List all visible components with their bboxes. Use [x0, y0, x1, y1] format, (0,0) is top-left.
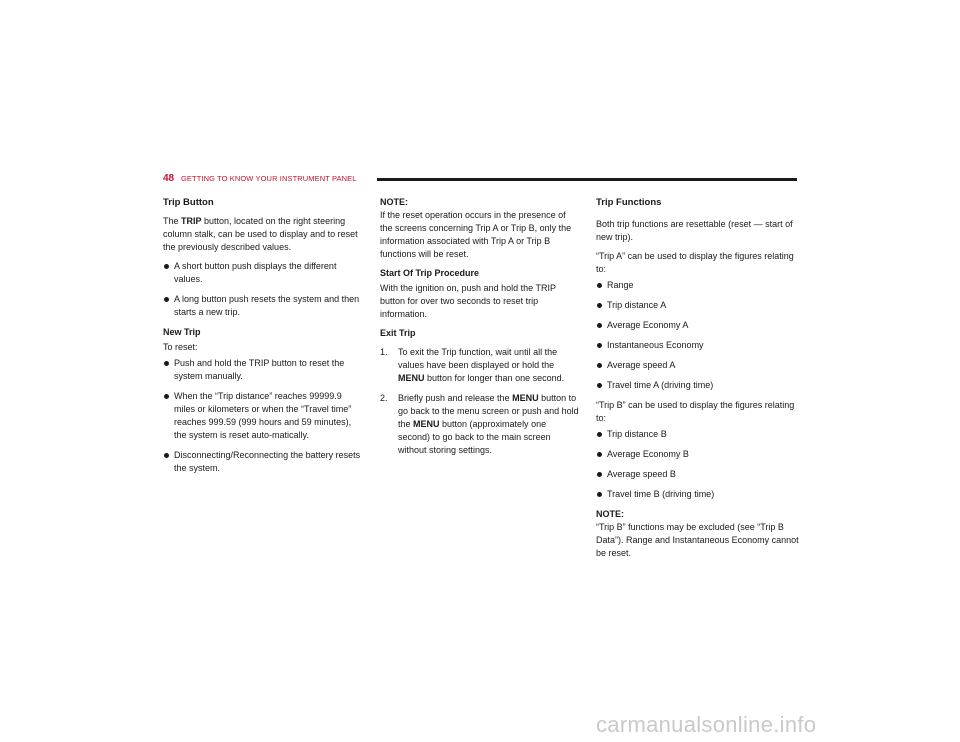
list-item: Instantaneous Economy: [596, 339, 801, 352]
new-trip-heading: New Trip: [163, 327, 201, 337]
header-rule: [377, 178, 797, 181]
list-item: Travel time B (driving time): [596, 488, 801, 501]
column-middle: [380, 196, 580, 464]
trip-keyword: TRIP: [181, 216, 202, 226]
list-item: Disconnecting/Reconnecting the battery resets the system.: [163, 449, 363, 475]
list-item: Push and hold the TRIP button to reset the system manually.: [163, 357, 363, 383]
trip-functions-heading: Trip Functions: [596, 197, 662, 208]
trip-b-intro: “Trip B” can be used to display the figures relating to:: [596, 400, 795, 423]
note-text: If the reset operation occurs in the presence of the screens concerning Trip A or Trip B, only the information associated with Trip A or Trip B functions will be reset.: [380, 210, 572, 259]
note-text: “Trip B” functions may be excluded (see “Trip B Data”). Range and Instantaneous Economy cannot be reset.: [596, 522, 799, 558]
start-trip-heading: Start Of Trip Procedure: [380, 268, 480, 278]
column-left: [163, 196, 363, 482]
trip-button-heading: Trip Button: [163, 197, 214, 208]
step-text: To exit the Trip function, wait until all the values have been displayed or hold the: [398, 347, 558, 370]
note-label: NOTE:: [596, 509, 624, 519]
menu-keyword: MENU: [512, 393, 539, 403]
menu-keyword: MENU: [398, 373, 425, 383]
reset-list: [163, 357, 363, 475]
list-item: Travel time A (driving time): [596, 379, 801, 392]
trip-a-list: [596, 279, 801, 392]
step-text-after: button (approximately one second) to go back to the main screen without storing settings.: [398, 419, 551, 455]
step-text: Briefly push and release the: [398, 393, 513, 403]
page-header: [163, 173, 797, 185]
trip-button-intro: [163, 215, 363, 254]
intro-prefix: The: [163, 216, 182, 226]
step-text-after: button for longer than one second.: [424, 373, 565, 383]
to-reset-text: To reset:: [163, 342, 198, 352]
note-block: [380, 196, 580, 261]
list-item: Range: [596, 279, 801, 292]
trip-a-intro: “Trip A” can be used to display the figures relating to:: [596, 251, 794, 274]
list-item: Average speed A: [596, 359, 801, 372]
trip-button-list: [163, 260, 363, 319]
list-item: Average Economy B: [596, 448, 801, 461]
list-item: Trip distance A: [596, 299, 801, 312]
trip-functions-intro: Both trip functions are resettable (reset — start of new trip).: [596, 219, 793, 242]
step-number: 1.: [380, 347, 388, 357]
list-item: A long button push resets the system and then starts a new trip.: [163, 293, 363, 319]
watermark: carmanualsonline.info: [596, 712, 817, 737]
note-label: NOTE:: [380, 197, 408, 207]
page-number: 48: [163, 173, 175, 184]
list-item: A short button push displays the different values.: [163, 260, 363, 286]
list-item: When the “Trip distance” reaches 99999.9 miles or kilometers or when the “Travel time” reaches 999.59 (999 hours and 59 minutes), the system is reset auto-matically.: [163, 390, 363, 442]
list-item: Average Economy A: [596, 319, 801, 332]
exit-steps: [380, 346, 580, 457]
intro-suffix: button, located on the right steering column stalk, can be used to display and to reset the previously described values.: [163, 216, 358, 252]
column-right: [596, 196, 801, 566]
note-block: [596, 508, 801, 560]
list-item: [380, 392, 580, 457]
list-item: [380, 346, 580, 385]
section-title: GETTING TO KNOW YOUR INSTRUMENT PANEL: [181, 174, 357, 183]
step-number: 2.: [380, 393, 388, 403]
exit-trip-heading: Exit Trip: [380, 328, 416, 338]
start-trip-text: With the ignition on, push and hold the TRIP button for over two seconds to reset trip information.: [380, 283, 556, 319]
step-text-after: button to go back to the menu screen or push and hold the: [398, 393, 579, 429]
menu-keyword: MENU: [413, 419, 440, 429]
list-item: Trip distance B: [596, 428, 801, 441]
trip-b-list: [596, 428, 801, 501]
list-item: Average speed B: [596, 468, 801, 481]
